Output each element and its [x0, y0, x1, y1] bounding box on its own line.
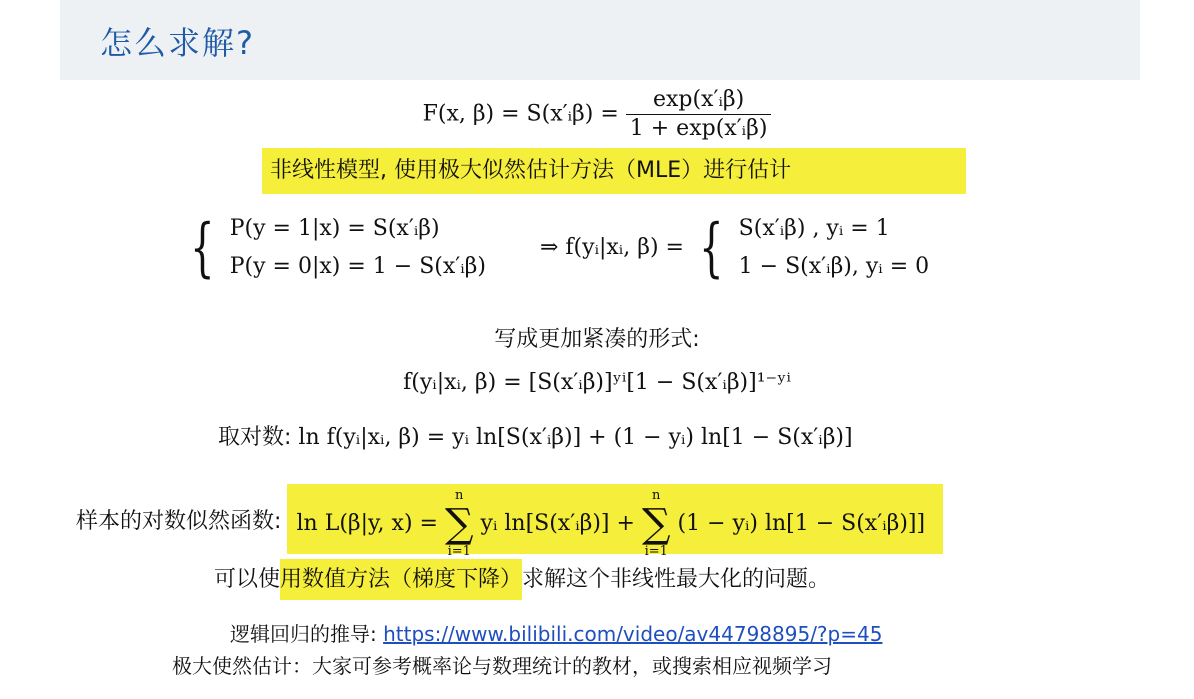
- likelihood-term1: yᵢ ln[S(x′ᵢβ)] +: [480, 511, 635, 536]
- eq1-lhs: F(x, β) = S(x′ᵢβ) =: [422, 101, 626, 127]
- left-brace: {: [190, 211, 215, 285]
- case-right-2: 1 − S(x′ᵢβ), yᵢ = 0: [738, 254, 930, 279]
- solve-before: 可以使: [214, 567, 281, 592]
- likelihood-row: [76, 484, 943, 559]
- case-right-1: S(x′ᵢβ) , yᵢ = 1: [738, 216, 890, 241]
- case-y1: P(y = 1|x) = S(x′ᵢβ): [229, 216, 440, 241]
- ref-logit-label: 逻辑回归的推导:: [230, 622, 377, 646]
- ref-logit: [230, 618, 882, 647]
- cases-right: [739, 210, 929, 286]
- mle-note: 非线性模型, 使用极大似然估计方法（MLE）进行估计: [262, 148, 966, 194]
- likelihood-label: 样本的对数似然函数:: [76, 508, 282, 534]
- equation-logistic: [0, 86, 1194, 143]
- eq1-fraction: [626, 86, 772, 143]
- case-y0: P(y = 0|x) = 1 − S(x′ᵢβ): [229, 254, 486, 279]
- log-formula: ln f(yᵢ|xᵢ, β) = yᵢ ln[S(x′ᵢβ)] + (1 − yᵢ) ln[1 − S(x′ᵢβ)]: [298, 425, 853, 450]
- solve-sentence: [214, 562, 830, 593]
- sum-1: [445, 488, 474, 560]
- cases-left: [230, 210, 486, 286]
- cases-equation: [182, 210, 929, 286]
- solve-highlight: 用数值方法（梯度下降）: [280, 559, 522, 600]
- likelihood-box: [287, 484, 944, 559]
- log-label: 取对数:: [218, 425, 292, 450]
- sum1-lower: i=1: [447, 544, 471, 559]
- slide-title: 怎么求解?: [100, 24, 255, 62]
- ref-logit-link[interactable]: https://www.bilibili.com/video/av44798895/?p=45: [383, 622, 883, 646]
- eq1-numerator: exp(x′ᵢβ): [626, 86, 772, 115]
- log-equation: [218, 420, 853, 451]
- sigma-2: ∑: [641, 501, 671, 547]
- equation-compact: f(yᵢ|xᵢ, β) = [S(x′ᵢβ)]ʸⁱ[1 − S(x′ᵢβ)]¹⁻ʸⁱ: [403, 370, 791, 395]
- likelihood-term2: (1 − yᵢ) ln[1 − S(x′ᵢβ)]]: [677, 511, 926, 536]
- header-band: [60, 0, 1140, 80]
- compact-label: 写成更加紧凑的形式:: [494, 327, 700, 352]
- solve-after: 求解这个非线性最大化的问题。: [522, 567, 831, 592]
- mle-note-box: [262, 148, 966, 194]
- sum1-upper: n: [455, 488, 464, 503]
- likelihood-lhs: ln L(β|y, x) =: [296, 511, 438, 536]
- cases-middle: ⇒ f(yᵢ|xᵢ, β) =: [539, 235, 684, 260]
- sum2-upper: n: [652, 488, 661, 503]
- sigma-1: ∑: [444, 501, 474, 547]
- eq1-denominator: 1 + exp(x′ᵢβ): [629, 116, 768, 141]
- right-brace: {: [699, 211, 724, 285]
- sum-2: [642, 488, 671, 560]
- sum2-lower: i=1: [644, 544, 668, 559]
- ref-mle: 极大使然估计：大家可参考概率论与数理统计的教材，或搜索相应视频学习: [172, 654, 832, 678]
